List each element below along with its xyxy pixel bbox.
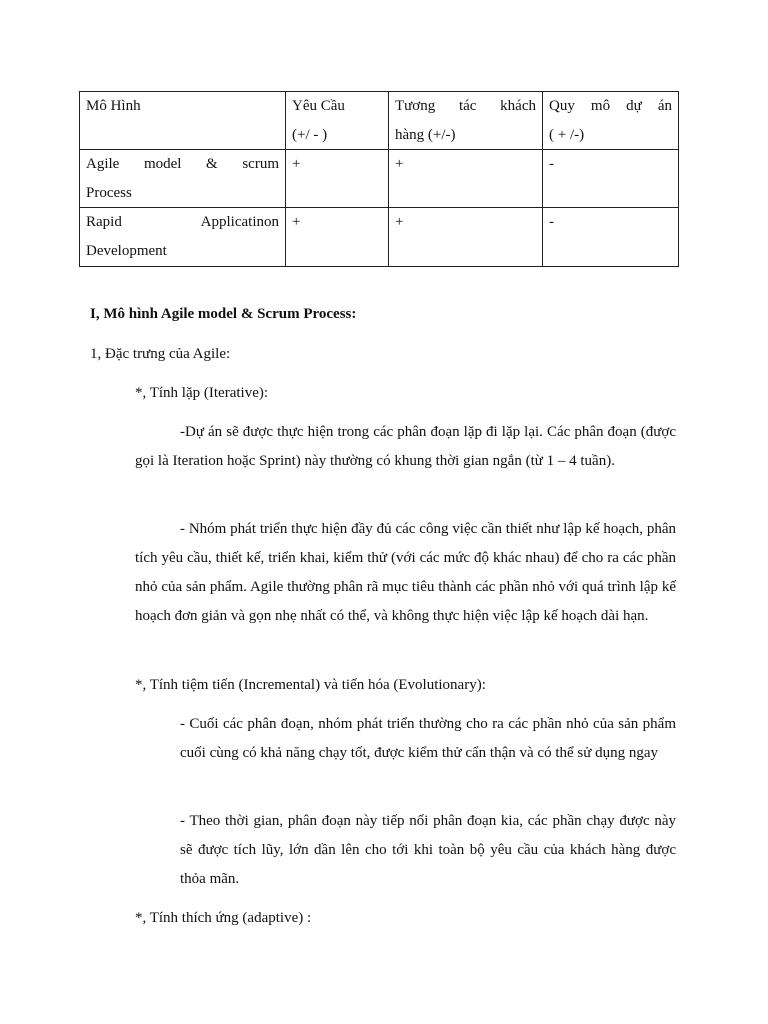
cell-text: Agile model & scrum	[86, 156, 279, 173]
header-text: hàng (+/-)	[395, 126, 456, 143]
cell-text: Process	[86, 184, 132, 201]
model-cell	[80, 150, 286, 208]
adaptive-heading: *, Tính thích ứng (adaptive) :	[135, 910, 312, 926]
section-title: I, Mô hình Agile model & Scrum Process:	[90, 306, 357, 322]
cell-text: Rapid Applicatinon	[86, 214, 279, 231]
interaction-cell: +	[389, 150, 543, 208]
scale-cell: -	[543, 150, 679, 208]
incremental-heading: *, Tính tiệm tiến (Incremental) và tiến hóa (Evolutionary):	[135, 677, 486, 693]
iterative-heading: *, Tính lặp (Iterative):	[135, 385, 269, 401]
paragraph-text: - Nhóm phát triển thực hiện đầy đủ các công việc cần thiết như lập kế hoạch, phân tích yêu cầu, thiết kế, triển khai, kiểm thử (với các mức độ khác nhau) để cho ra các phần nhỏ của sản phẩm. Agile thường phân rã mục tiêu thành các phần nhỏ với quá trình lập kế hoạch đơn giản và gọn nhẹ nhất có thể, và không thực hiện việc lập kế hoạch dài hạn.	[135, 521, 676, 624]
interaction-cell: +	[389, 208, 543, 266]
header-cell-model	[80, 92, 286, 150]
paragraph-text: -Dự án sẽ được thực hiện trong các phân đoạn lặp đi lặp lại. Các phân đoạn (được gọi là Iteration hoặc Sprint) này thường có khung thời gian ngắn (từ 1 – 4 tuần).	[135, 424, 676, 469]
header-text: (+/ - )	[292, 126, 328, 143]
header-text: Quy mô dự án	[549, 98, 672, 114]
iterative-paragraph-1	[135, 418, 676, 476]
header-text: Mô Hình	[86, 98, 141, 114]
model-comparison-table	[79, 91, 679, 267]
incremental-paragraph-1: - Cuối các phân đoạn, nhóm phát triển thường cho ra các phần nhỏ của sản phẩm cuối cùng có khả năng chạy tốt, được kiểm thử cẩn thận và có thể sử dụng ngay	[180, 716, 676, 761]
cell-text: Development	[86, 242, 167, 259]
header-cell-interaction	[389, 92, 543, 150]
table-row	[80, 208, 679, 266]
table-header-row	[80, 92, 679, 150]
incremental-paragraph-2: - Theo thời gian, phân đoạn này tiếp nối phân đoạn kia, các phần chạy được này sẽ được tích lũy, lớn dần lên cho tới khi toàn bộ yêu cầu của khách hàng được thỏa mãn.	[180, 813, 676, 887]
header-cell-requirement	[286, 92, 389, 150]
subsection-title: 1, Đặc trưng của Agile:	[90, 346, 231, 362]
table-row	[80, 150, 679, 208]
iterative-paragraph-2	[135, 515, 676, 631]
model-cell	[80, 208, 286, 266]
header-text: ( + /-)	[549, 126, 585, 143]
header-text: Yêu Cầu	[292, 98, 345, 114]
header-text: Tương tác khách	[395, 98, 536, 114]
scale-cell: -	[543, 208, 679, 266]
requirement-cell: +	[286, 208, 389, 266]
header-cell-scale	[543, 92, 679, 150]
requirement-cell: +	[286, 150, 389, 208]
